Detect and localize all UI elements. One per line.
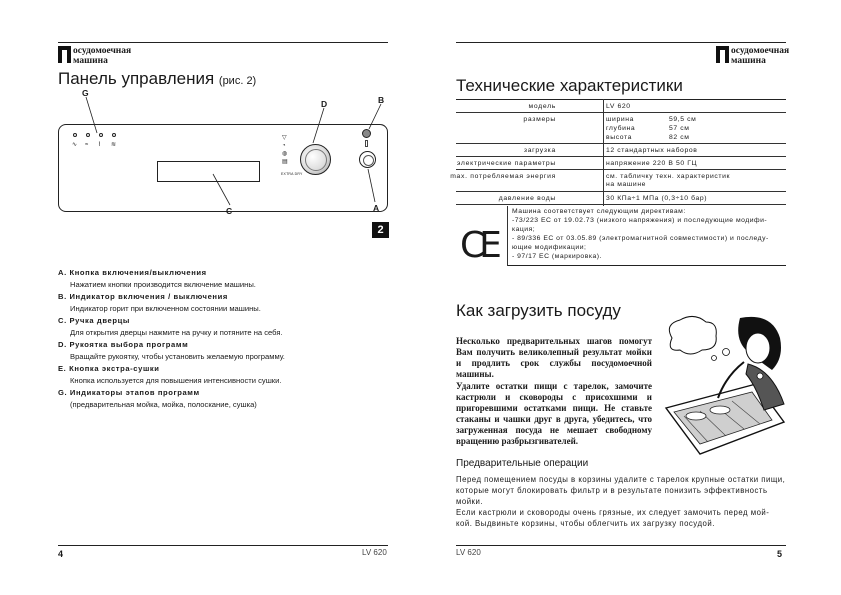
sparkle bbox=[757, 373, 763, 379]
plate bbox=[710, 406, 730, 414]
brand-line2: машина bbox=[73, 56, 108, 66]
callout-line-a bbox=[368, 169, 375, 202]
directive-line: - 89/336 ЕС от 03.05.89 (электромагнитной совместимости) и последу- bbox=[512, 235, 769, 242]
body-line: Перед помещением посуды в корзины удалите с тарелок крупные остатки пищи, bbox=[456, 475, 786, 484]
callout-b: B bbox=[378, 95, 385, 105]
directive-line: Машина соответствует следующим директивам: bbox=[512, 208, 686, 215]
right-header-rule bbox=[456, 42, 786, 43]
program-icon-2: ◔ bbox=[282, 143, 286, 149]
rinse-icon: ⌇ bbox=[98, 142, 101, 148]
body-line: кой. Выдвиньте корзины, чтобы облегчить их загрузку посудой. bbox=[456, 519, 715, 528]
left-footer-model: LV 620 bbox=[362, 548, 387, 557]
spec-row-model: модель LV 620 bbox=[456, 100, 786, 113]
woman-loading-dishwasher-illustration bbox=[660, 312, 788, 458]
wash-icon: ≈ bbox=[85, 142, 89, 148]
page-title-control-panel: Панель управления (рис. 2) bbox=[58, 69, 257, 88]
extra-dry-label: EXTRA DRY bbox=[281, 172, 303, 176]
callout-line-b bbox=[369, 104, 381, 129]
plate bbox=[686, 412, 706, 420]
callout-c: C bbox=[226, 206, 233, 216]
spec-row-dimensions: размеры ширина 59,5 см глубина 57 см высота 82 см bbox=[456, 113, 786, 144]
right-page-number: 5 bbox=[777, 549, 783, 559]
legend-item-c: C. Ручка дверцы Для открытия дверцы нажмите на ручку и потяните на себя. bbox=[58, 316, 283, 337]
legend-item-g: G. Индикаторы этапов программ (предварительная мойка, мойка, полоскание, сушка) bbox=[58, 388, 257, 409]
directive-line: ющие модификации; bbox=[512, 244, 587, 251]
spec-row-water-pressure: давление воды 30 КПа÷1 МПа (0,3÷10 бар) bbox=[456, 192, 786, 205]
directive-line: кация; bbox=[512, 226, 536, 233]
directive-line: - 97/17 ЕС (маркировка). bbox=[512, 253, 602, 260]
directive-bottom-rule bbox=[508, 265, 786, 266]
legend-item-b: B. Индикатор включения / выключения Индикатор горит при включенном состоянии машины. bbox=[58, 292, 261, 313]
brand-line1: осудомоечная bbox=[73, 46, 132, 56]
legend-item-a: A. Кнопка включения/выключения Нажатием кнопки производится включение машины. bbox=[58, 268, 256, 289]
lead-paragraph-2: Удалите остатки пищи с тарелок, замочите кастрюли и сковороды с присохшими и пригоревшими остатками пищи. Не ставьте стаканы и чашки друг в друга, убедитесь, что загруженная посуда не мешает свободному вращению разбрызгивателей. bbox=[456, 381, 652, 447]
brand-line1: осудомоечная bbox=[731, 46, 790, 56]
directive-line: -73/223 ЕС от 19.02.73 (низкого напряжения) и последующие модифи- bbox=[512, 217, 768, 224]
face bbox=[746, 333, 770, 363]
spec-row-power: max. потребляемая энергия см. табличку техн. характеристик на машине bbox=[456, 170, 786, 192]
page-title-specs: Технические характеристики bbox=[456, 76, 683, 95]
lead-paragraph-1: Несколько предварительных шагов помогут Вам получить великолепный результат мойки и продлить срок службы посудомоечной машины. bbox=[456, 336, 652, 380]
ce-mark-icon: CE bbox=[460, 225, 496, 266]
thought-dot bbox=[712, 356, 717, 361]
page-title-loading: Как загрузить посуду bbox=[456, 301, 621, 320]
brand-line2: машина bbox=[731, 56, 766, 66]
left-footer-rule bbox=[58, 545, 388, 546]
section-heading-preliminary: Предварительные операции bbox=[456, 458, 589, 469]
callout-line-c bbox=[213, 174, 230, 205]
program-icon-1: ▽ bbox=[282, 135, 287, 141]
body-line: которые могут блокировать фильтр и в результате понизить эффективность bbox=[456, 486, 768, 495]
program-icon-3: ◍ bbox=[282, 151, 288, 157]
callout-g: G bbox=[82, 88, 89, 98]
callout-line-g bbox=[86, 97, 97, 133]
callout-line-d bbox=[313, 108, 324, 143]
spec-row-electrical: электрические параметры напряжение 220 В 50 ГЦ bbox=[456, 157, 786, 170]
left-page-number: 4 bbox=[58, 549, 64, 559]
thought-bubble bbox=[669, 316, 716, 354]
figure-reference: (рис. 2) bbox=[218, 75, 257, 87]
program-icon-4: ▤ bbox=[282, 159, 288, 165]
figure-number-badge: 2 bbox=[372, 222, 389, 238]
right-brand bbox=[716, 46, 789, 66]
thought-dot bbox=[723, 349, 730, 356]
right-footer-model: LV 620 bbox=[456, 548, 481, 557]
prewash-icon: ∿ bbox=[72, 142, 78, 148]
callout-d: D bbox=[321, 99, 328, 109]
ce-divider bbox=[507, 206, 508, 266]
dry-icon: ≋ bbox=[111, 142, 117, 148]
legend-item-e: E. Кнопка экстра-сушки Кнопка используется для повышения интенсивности сушки. bbox=[58, 364, 282, 385]
right-footer-rule bbox=[456, 545, 786, 546]
spec-row-load: загрузка 12 стандартных наборов bbox=[456, 144, 786, 157]
body-line: мойки. bbox=[456, 497, 483, 506]
legend-item-d: D. Рукоятка выбора программ Вращайте рукоятку, чтобы установить желаемую программу. bbox=[58, 340, 285, 361]
brand-logo-icon bbox=[716, 46, 729, 63]
body-line: Если кастрюли и сковороды очень грязные, их следует замочить перед мой- bbox=[456, 508, 770, 517]
callout-a: A bbox=[373, 203, 380, 213]
